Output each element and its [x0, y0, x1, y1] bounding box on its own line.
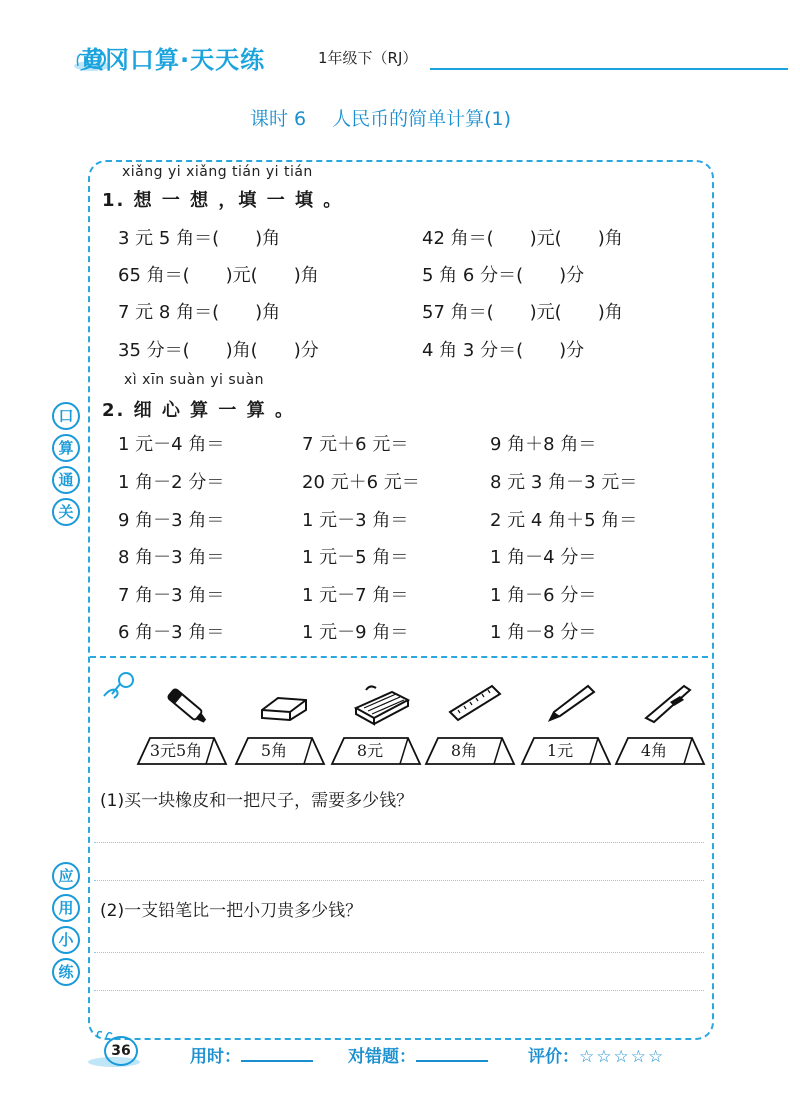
q2-item: 20 元＋6 元＝	[302, 472, 420, 493]
q2-item: 7 角－3 角＝	[118, 585, 225, 606]
q2-item: 1 角－6 分＝	[490, 585, 597, 606]
q2-item: 1 元－9 角＝	[302, 622, 409, 643]
errors-blank[interactable]	[416, 1060, 488, 1062]
lesson-name: 人民币的简单计算(1)	[332, 108, 512, 130]
q2-item: 9 角＋8 角＝	[490, 434, 597, 455]
q2-item: 1 元－4 角＝	[118, 434, 225, 455]
errors-field	[348, 1042, 488, 1067]
side-char: 应	[52, 862, 80, 890]
rating-label: 评价：	[528, 1047, 579, 1067]
q1-item: 5 角 6 分＝( )分	[422, 265, 585, 286]
q2-item: 1 角－2 分＝	[118, 472, 225, 493]
side-char: 用	[52, 894, 80, 922]
q2-item: 8 角－3 角＝	[118, 547, 225, 568]
answer-line[interactable]	[94, 842, 704, 843]
q2-item: 1 元－7 角＝	[302, 585, 409, 606]
lesson-number: 课时 6	[250, 108, 307, 130]
lesson-title	[250, 104, 511, 131]
q2-item: 1 元－5 角＝	[302, 547, 409, 568]
answer-line[interactable]	[94, 952, 704, 953]
ruler-icon	[446, 680, 504, 726]
q1-item: 4 角 3 分＝( )分	[422, 340, 585, 361]
price-tag	[424, 736, 504, 766]
answer-line[interactable]	[94, 990, 704, 991]
grade-label: 1年级下（RJ）	[318, 49, 418, 67]
header-rule	[430, 68, 788, 70]
side-char: 口	[52, 402, 80, 430]
q1-item: 57 角＝( )元( )角	[422, 302, 623, 323]
q2-item: 7 元＋6 元＝	[302, 434, 409, 455]
q1-title: 1. 想 一 想 ，填 一 填 。	[102, 190, 344, 211]
eraser-icon	[256, 690, 312, 726]
page-number: 36	[104, 1036, 138, 1066]
time-field	[190, 1042, 313, 1067]
side-char: 算	[52, 434, 80, 462]
price-label: 5角	[260, 741, 288, 760]
q1-item: 35 分＝( )角( )分	[118, 340, 319, 361]
answer-line[interactable]	[94, 880, 704, 881]
price-label: 3元5角	[149, 741, 203, 760]
q2-title: 2. 细 心 算 一 算 。	[102, 400, 295, 421]
price-tag	[330, 736, 410, 766]
word-problem-1: (1)买一块橡皮和一把尺子，需要多少钱？	[100, 791, 414, 811]
marker-pen-icon	[160, 684, 216, 730]
price-label: 1元	[546, 741, 574, 760]
q1-item: 7 元 8 角＝( )角	[118, 302, 281, 323]
errors-label: 对错题：	[348, 1047, 416, 1067]
price-label: 8元	[356, 741, 384, 760]
q2-item: 1 角－8 分＝	[490, 622, 597, 643]
q1-item: 65 角＝( )元( )角	[118, 265, 319, 286]
q2-item: 9 角－3 角＝	[118, 510, 225, 531]
q1-pinyin: xiǎng yi xiǎng tián yi tián	[122, 164, 313, 180]
pushpin-icon	[100, 668, 140, 702]
price-tag	[136, 736, 216, 766]
rating-field	[528, 1042, 665, 1067]
price-tag	[234, 736, 314, 766]
section-divider	[90, 656, 708, 658]
word-problem-2: (2)一支铅笔比一把小刀贵多少钱？	[100, 901, 363, 921]
q2-item: 8 元 3 角－3 元＝	[490, 472, 638, 493]
pencil-case-icon	[352, 680, 412, 728]
side-char: 小	[52, 926, 80, 954]
price-label: 8角	[450, 741, 478, 760]
q2-item: 1 元－3 角＝	[302, 510, 409, 531]
side-label-oral-calc	[52, 402, 78, 530]
q2-pinyin: xì xīn suàn yi suàn	[124, 372, 264, 388]
side-char: 关	[52, 498, 80, 526]
q2-item: 2 元 4 角＋5 角＝	[490, 510, 638, 531]
q1-item: 3 元 5 角＝( )角	[118, 228, 281, 249]
pencil-icon	[542, 680, 600, 726]
time-blank[interactable]	[241, 1060, 313, 1062]
time-label: 用时：	[190, 1047, 241, 1067]
price-label: 4角	[640, 741, 668, 760]
price-tag	[614, 736, 694, 766]
q2-item: 1 角－4 分＝	[490, 547, 597, 568]
price-tag	[520, 736, 600, 766]
side-label-application	[52, 862, 78, 990]
utility-knife-icon	[640, 680, 694, 726]
side-char: 通	[52, 466, 80, 494]
brand-title: 黄冈口算·天天练	[80, 46, 266, 74]
rating-stars[interactable]: ☆☆☆☆☆	[579, 1047, 666, 1067]
side-char: 练	[52, 958, 80, 986]
q1-item: 42 角＝( )元( )角	[422, 228, 623, 249]
q2-item: 6 角－3 角＝	[118, 622, 225, 643]
